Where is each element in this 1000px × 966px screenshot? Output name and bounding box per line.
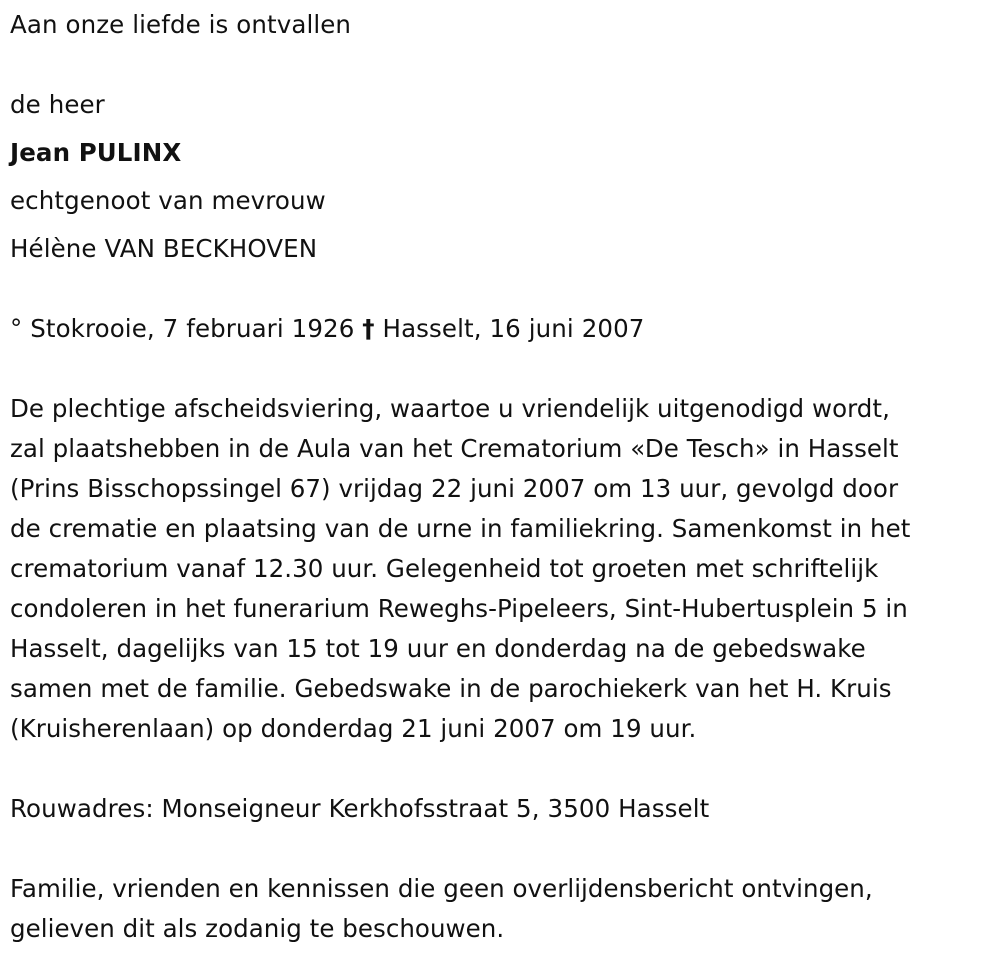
mourning-address: Rouwadres: Monseigneur Kerkhofsstraat 5, 3500 Hasselt <box>10 794 710 823</box>
ceremony-line: crematorium vanaf 12.30 uur. Gelegenheid tot groeten met schriftelijk <box>10 554 879 583</box>
ceremony-line: de crematie en plaatsing van de urne in familiekring. Samenkomst in het <box>10 514 911 543</box>
ceremony-line: samen met de familie. Gebedswake in de parochiekerk van het H. Kruis <box>10 674 892 703</box>
ceremony-paragraph <box>10 389 995 749</box>
deceased-name: Jean PULINX <box>10 138 182 167</box>
death-cross-symbol: † <box>362 314 375 343</box>
intro-text: Aan onze liefde is ontvallen <box>10 10 352 39</box>
closing-line: Familie, vrienden en kennissen die geen overlijdensbericht ontvingen, <box>10 874 873 903</box>
relation-text: echtgenoot van mevrouw <box>10 186 326 215</box>
birth-death-line <box>10 309 644 349</box>
ceremony-line: zal plaatshebben in de Aula van het Crematorium «De Tesch» in Hasselt <box>10 434 899 463</box>
closing-line: gelieven dit als zodanig te beschouwen. <box>10 914 505 943</box>
spouse-name: Hélène VAN BECKHOVEN <box>10 234 318 263</box>
ceremony-line: condoleren in het funerarium Reweghs-Pipeleers, Sint-Hubertusplein 5 in <box>10 594 908 623</box>
ceremony-line: (Prins Bisschopssingel 67) vrijdag 22 juni 2007 om 13 uur, gevolgd door <box>10 474 899 503</box>
birth-info: ° Stokrooie, 7 februari 1926 <box>10 314 355 343</box>
ceremony-line: Hasselt, dagelijks van 15 tot 19 uur en donderdag na de gebedswake <box>10 634 866 663</box>
death-info: Hasselt, 16 juni 2007 <box>382 314 645 343</box>
ceremony-line: (Kruisherenlaan) op donderdag 21 juni 2007 om 19 uur. <box>10 714 697 743</box>
closing-paragraph <box>10 869 995 949</box>
ceremony-line: De plechtige afscheidsviering, waartoe u vriendelijk uitgenodigd wordt, <box>10 394 890 423</box>
honorific: de heer <box>10 90 105 119</box>
